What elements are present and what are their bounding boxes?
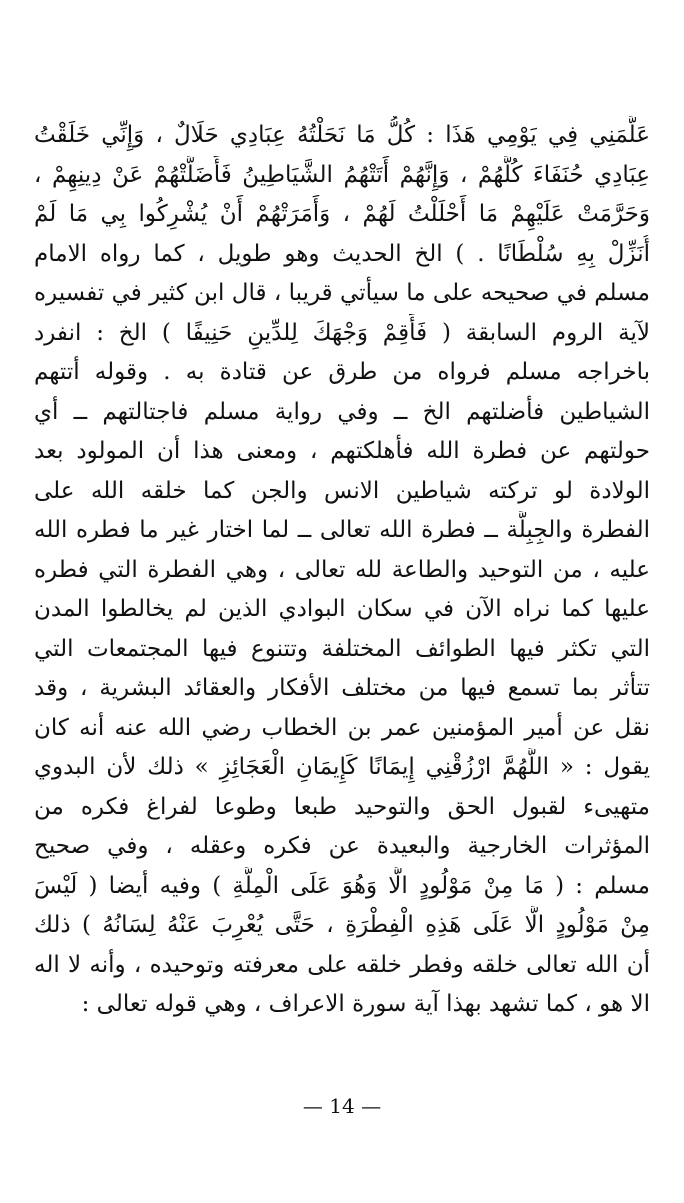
text-line: الولادة لو تركته شياطين الانس والجن كما خلقه الله على [34,477,650,504]
text-line: أُنَزِّلْ بِهِ سُلْطَانًا . ) الخ الحديث وهو طويل ، كما رواه الامام [34,240,650,267]
text-line: عَلَّمَنِي فِي يَوْمِي هَذَا : كُلُّ مَا نَحَلْتُهُ عِبَادِي حَلَالٌ ، وَإِنِّي خَلَقْتُ [34,122,650,148]
text-line: الفطرة والجِبِلَّة ــ فطرة الله تعالى ــ لما اختار غير ما فطره الله [34,517,650,543]
text-line: متهيىء لقبول الحق والتوحيد طبعا وطوعا لفراغ فكره من [34,793,650,820]
text-line: الشياطين فأضلتهم الخ ــ وفي رواية مسلم فاجتالتهم ــ أي [34,398,650,425]
text-line: نقل عن أمير المؤمنين عمر بن الخطاب رضي الله عنه أنه كان [34,714,650,741]
text-line: مسلم : ( مَا مِنْ مَوْلُودٍ الَّا وَهُوَ عَلَى الْمِلَّةِ ) وفيه أيضا ( لَيْسَ [34,872,650,899]
text-line: المؤثرات الخارجية والبعيدة عن فكره وعقله ، وفي صحيح [34,833,650,859]
body-text [34,116,650,1025]
text-line: لآية الروم السابقة ( فَأَقِمْ وَجْهَكَ لِلدِّينِ حَنِيفًا ) الخ : انفرد [34,319,650,346]
text-line: عليها كما نراه الآن في سكان البوادي الذين لم يخالطوا المدن [34,596,650,622]
text-line: الا هو ، كما تشهد بهذا آية سورة الاعراف ، وهي قوله تعالى : [81,991,650,1017]
text-line: تتأثر بما تسمع فيها من مختلف الأفكار والعقائد البشرية ، وقد [34,675,650,701]
text-line: عِبَادِي حُنَفَاءَ كُلَّهُمْ ، وَإِنَّهُمْ أَتَتْهُمُ الشَّيَاطِينُ فَأَضَلَّتْهُمْ عَنْ دِينِهِمْ ، [34,161,650,188]
text-line: أن الله تعالى خلقه وفطر خلقه على معرفته وتوحيده ، وأنه لا اله [34,951,650,978]
text-line: حولتهم عن فطرة الله فأهلكتهم ، ومعنى هذا أن المولود بعد [34,438,650,464]
text-line: يقول : « اللَّهُمَّ ارْزُقْنِي إِيمَانًا كَإِيمَانِ الْعَجَائِزِ » ذلك لأن البدوي [34,754,650,780]
text-line: باخراجه مسلم فرواه من طرق عن قتادة به . وقوله أتتهم [34,359,650,385]
page-number: — 14 — [302,1094,382,1118]
text-line: التي تكثر فيها الطوائف المختلفة وتتنوع فيها المجتمعات التي [34,635,650,662]
text-line: عليه ، من التوحيد والطاعة لله تعالى ، وهي الفطرة التي فطره [34,556,650,583]
text-line: وَحَرَّمَتْ عَلَيْهِمْ مَا أَحْلَلْتُ لَهُمْ ، وَأَمَرَتْهُمْ أَنْ يُشْرِكُوا بِي مَا لَمْ [34,201,650,227]
text-line: مِنْ مَوْلُودٍ الَّا عَلَى هَذِهِ الْفِطْرَةِ ، حَتَّى يُعْرِبَ عَنْهُ لِسَانُهُ ) ذلك [34,912,650,938]
text-line: مسلم في صحيحه على ما سيأتي قريبا ، قال ابن كثير في تفسيره [34,280,650,306]
